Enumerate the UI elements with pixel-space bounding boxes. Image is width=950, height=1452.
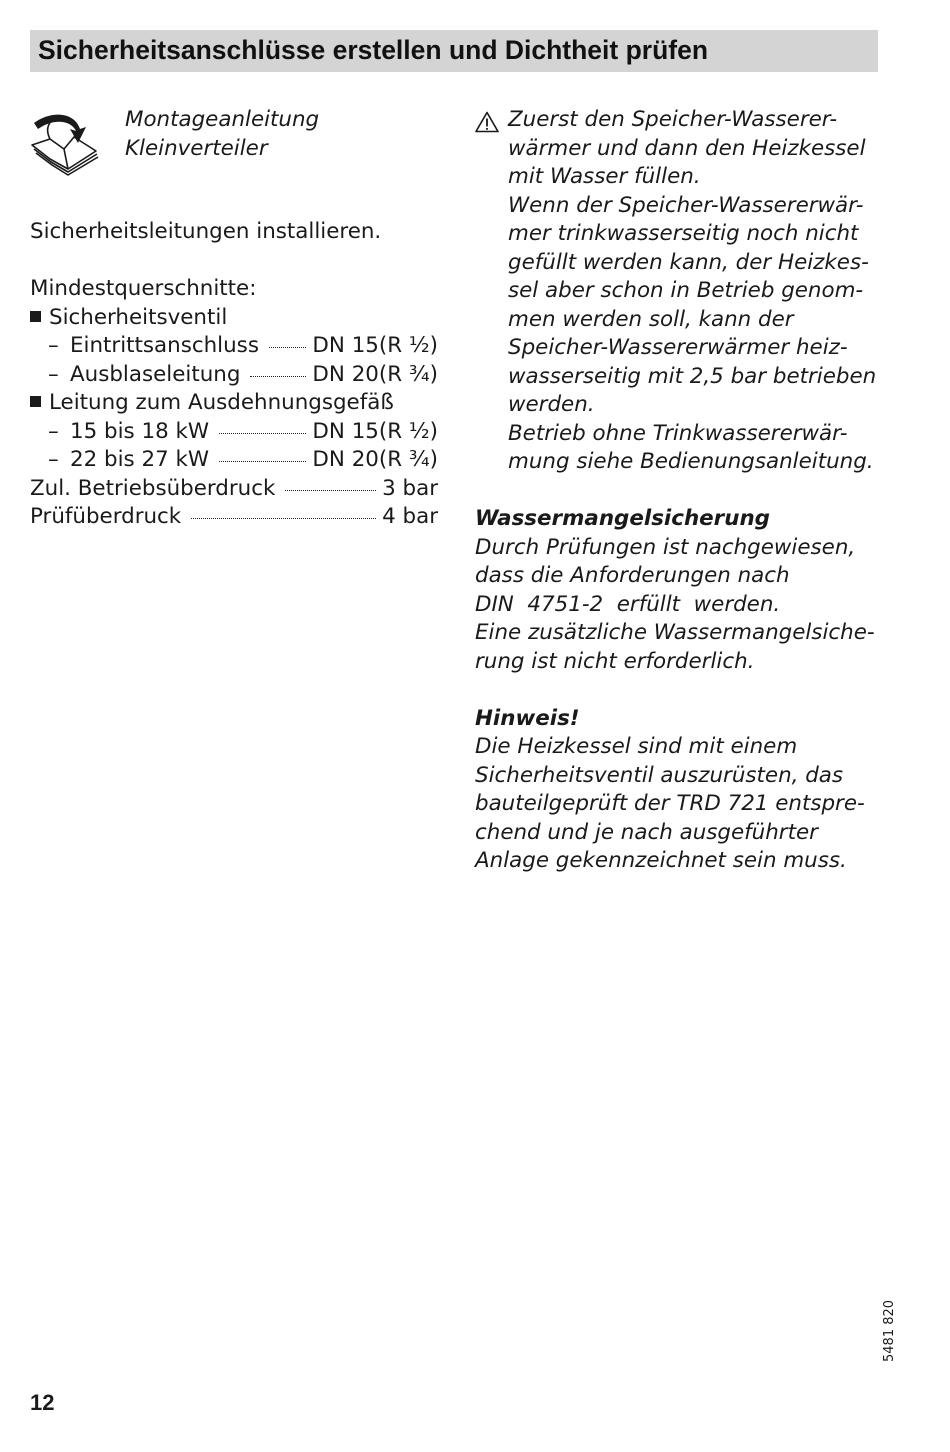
section-line: Anlage gekennzeichnet sein muss. (475, 848, 847, 873)
section-heading: Wassermangelsicherung (475, 506, 770, 531)
install-text: Sicherheitsleitungen installieren. (30, 219, 382, 244)
table-row: – 22 bis 27 kW DN 20(R ¾) (30, 446, 438, 475)
warning-line: Zuerst den Speicher-Wasserer- (508, 107, 838, 132)
right-column (475, 106, 895, 876)
manual-reference (30, 106, 438, 166)
warning-line: Betrieb ohne Trinkwassererwär- (508, 420, 848, 446)
row-value: DN 20(R ¾) (312, 361, 438, 387)
bullet-icon (30, 396, 41, 407)
dot-leader (269, 347, 306, 348)
dot-leader (219, 433, 306, 434)
dot-leader (285, 490, 376, 491)
section-line: Eine zusätzliche Wassermangelsiche- (475, 620, 875, 645)
section-line: bauteilgeprüft der TRD 721 entspre- (475, 791, 865, 816)
section-line: DIN 4751-2 erfüllt werden. (475, 591, 781, 617)
row-value: DN 15(R ½) (312, 333, 438, 358)
row-value: 3 bar (382, 475, 438, 501)
warning-line: mer trinkwasserseitig noch nicht (508, 221, 859, 246)
warning-line: Speicher-Wassererwärmer heiz- (508, 335, 848, 360)
hinweis-section (475, 705, 895, 876)
left-column (30, 106, 438, 532)
row-label: Ausblaseleitung (70, 361, 241, 387)
warning-line: wasserseitig mit 2,5 bar betrieben (508, 363, 877, 389)
book-arrow-icon (30, 109, 100, 179)
row-value: DN 15(R ½) (312, 418, 438, 444)
section-line: Sicherheitsventil auszurüsten, das (475, 762, 844, 788)
warning-line: werden. (508, 392, 595, 417)
group-label: Leitung zum Ausdehnungsgefäß (49, 390, 394, 415)
table-row: – 15 bis 18 kW DN 15(R ½) (30, 418, 438, 447)
table-row: – Ausblaseleitung DN 20(R ¾) (30, 361, 438, 390)
table-row (30, 475, 438, 504)
row-value: DN 20(R ¾) (312, 447, 438, 472)
warning-triangle-icon (475, 111, 499, 133)
warning-block (475, 106, 895, 477)
dot-leader (219, 461, 306, 462)
row-label: Eintrittsanschluss (70, 333, 259, 358)
section-line: Durch Prüfungen ist nachgewiesen, (475, 534, 856, 560)
dot-leader (250, 376, 306, 377)
warning-line: Wenn der Speicher-Wassererwär- (508, 192, 864, 218)
row-label: 22 bis 27 kW (70, 447, 210, 472)
row-label: Zul. Betriebsüberdruck (30, 475, 276, 501)
mindest-label: Mindestquerschnitte: (30, 276, 257, 301)
section-line: Die Heizkessel sind mit einem (475, 734, 798, 759)
section-line: chend und je nach ausgeführter (475, 819, 818, 845)
row-label: 15 bis 18 kW (70, 418, 210, 444)
page-number: 12 (30, 1390, 55, 1415)
wassermangel-section (475, 505, 895, 676)
warning-line: mung siehe Bedienungsanleitung. (508, 449, 874, 474)
list-item (30, 389, 438, 418)
bullet-icon (30, 311, 41, 322)
warning-line: men werden soll, kann der (508, 306, 794, 332)
document-number: 5481 820 (882, 1299, 897, 1362)
row-value: 4 bar (382, 504, 438, 529)
warning-line: gefüllt werden kann, der Heizkes- (508, 249, 869, 275)
manual-line-1: Montageanleitung (125, 107, 320, 132)
row-label: Prüfüberdruck (30, 504, 182, 529)
spec-list (30, 304, 438, 532)
title-bar (30, 30, 878, 72)
dot-leader (191, 518, 376, 519)
warning-line: wärmer und dann den Heizkessel (508, 135, 866, 161)
page-title: Sicherheitsanschlüsse erstellen und Dichtheit prüfen (38, 35, 709, 65)
warning-line: mit Wasser füllen. (508, 164, 701, 189)
section-heading: Hinweis! (475, 705, 580, 731)
table-row: – Eintrittsanschluss DN 15(R ½) (30, 332, 438, 361)
section-line: rung ist nicht erforderlich. (475, 648, 755, 674)
manual-line-2: Kleinverteiler (125, 135, 268, 161)
section-line: dass die Anforderungen nach (475, 563, 790, 588)
group-label: Sicherheitsventil (49, 304, 228, 330)
table-row (30, 503, 438, 532)
list-item (30, 304, 438, 333)
warning-line: sel aber schon in Betrieb genom- (508, 278, 864, 303)
